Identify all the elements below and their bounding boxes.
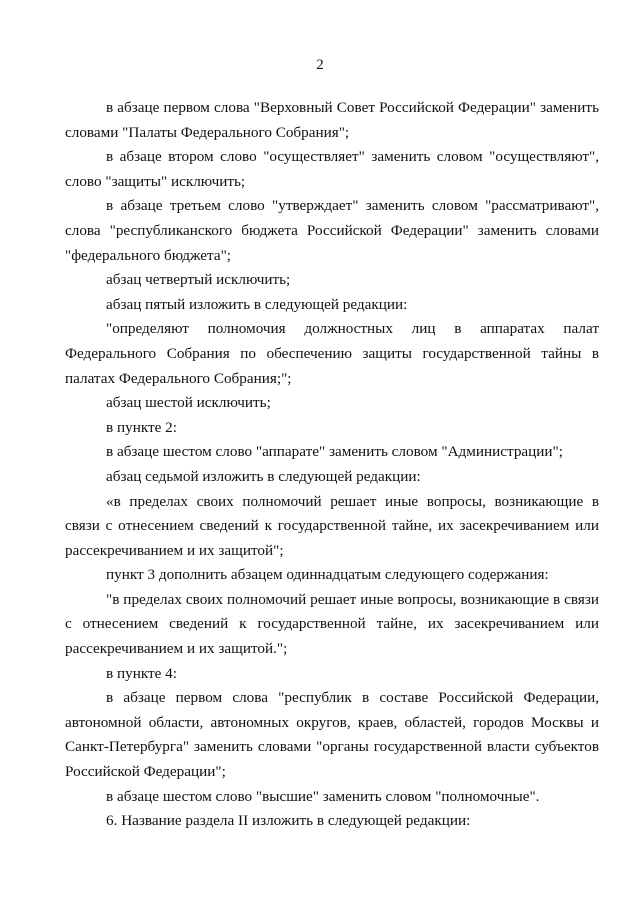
paragraph: в абзаце третьем слово "утверждает" заменить словом "рассматривают", слова "республиканского бюджета Российской Федерации" заменить словами "федерального бюджета"; xyxy=(65,197,599,264)
paragraph: в абзаце первом слова "республик в составе Российской Федерации, автономной области, автономных округов, краев, областей, городов Москвы и Санкт-Петербурга" заменить словами "органы государственной власти субъектов Российской Федерации"; xyxy=(65,689,599,781)
paragraph: абзац четвертый исключить; xyxy=(106,271,291,289)
paragraph: абзац шестой исключить; xyxy=(106,394,271,412)
paragraph: в абзаце первом слова "Верховный Совет Российской Федерации" заменить словами "Палаты Федерального Собрания"; xyxy=(65,99,599,141)
paragraph: в абзаце шестом слово "аппарате" заменить словом "Администрации"; xyxy=(106,443,563,461)
paragraph: абзац седьмой изложить в следующей редакции: xyxy=(106,467,421,485)
paragraph: абзац пятый изложить в следующей редакции: xyxy=(106,295,408,313)
paragraph: "определяют полномочия должностных лиц в аппаратах палат Федерального Собрания по обеспечению защиты государственной тайны в палатах Федерального Собрания;"; xyxy=(65,320,599,387)
paragraph: в пункте 2: xyxy=(106,418,177,436)
paragraph: в пункте 4: xyxy=(106,664,177,682)
paragraph: в абзаце втором слово "осуществляет" заменить словом "осуществляют", слово "защиты" исключить; xyxy=(65,148,599,190)
paragraph: 6. Название раздела II изложить в следующей редакции: xyxy=(106,812,471,830)
paragraph: в абзаце шестом слово "высшие" заменить словом "полномочные". xyxy=(106,787,540,805)
document-body xyxy=(65,96,599,834)
paragraph: "в пределах своих полномочий решает иные вопросы, возникающие в связи с отнесением сведений к государственной тайне, их засекречиванием или рассекречиванием и их защитой."; xyxy=(65,590,599,658)
page-number: 2 xyxy=(316,57,324,73)
paragraph: пункт 3 дополнить абзацем одиннадцатым следующего содержания: xyxy=(106,566,549,584)
paragraph: «в пределах своих полномочий решает иные вопросы, возникающие в связи с отнесением сведений к государственной тайне, их засекречиванием или рассекречиванием и их защитой"; xyxy=(65,492,599,559)
